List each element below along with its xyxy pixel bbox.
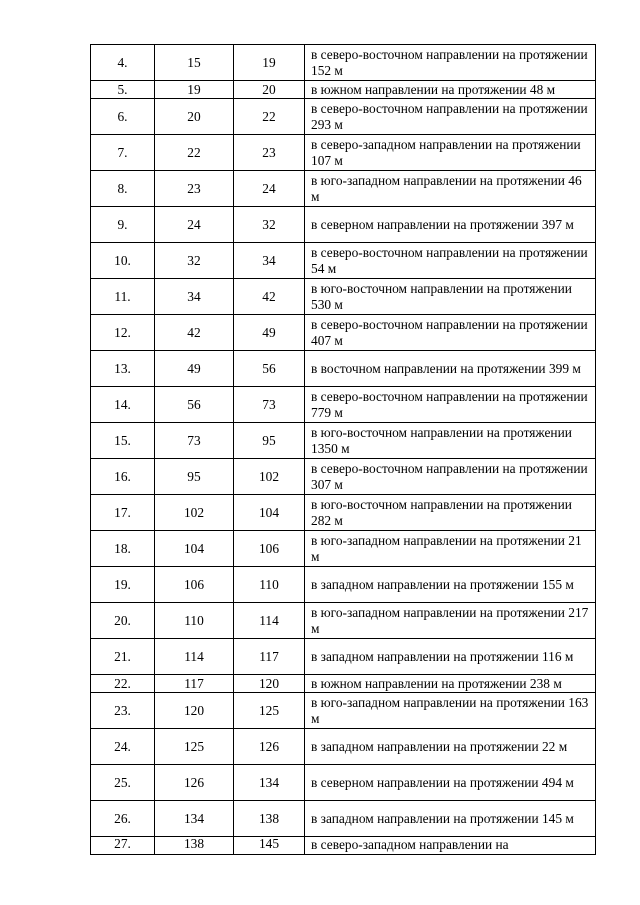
point-to: 73: [234, 387, 305, 423]
point-to: 34: [234, 243, 305, 279]
row-number: 21.: [91, 639, 155, 675]
direction-description: в южном направлении на протяжении 238 м: [305, 675, 596, 693]
point-from: 24: [155, 207, 234, 243]
point-from: 104: [155, 531, 234, 567]
point-from: 95: [155, 459, 234, 495]
table-row: [91, 279, 596, 315]
point-from: 23: [155, 171, 234, 207]
direction-description: в западном направлении на протяжении 116 м: [305, 639, 596, 675]
point-to: 23: [234, 135, 305, 171]
direction-description: в южном направлении на протяжении 48 м: [305, 81, 596, 99]
point-from: 138: [155, 837, 234, 855]
direction-description: в юго-восточном направлении на протяжении 530 м: [305, 279, 596, 315]
point-from: 126: [155, 765, 234, 801]
point-to: 117: [234, 639, 305, 675]
point-to: 114: [234, 603, 305, 639]
table-row: [91, 351, 596, 387]
row-number: 13.: [91, 351, 155, 387]
point-to: 20: [234, 81, 305, 99]
table-row: [91, 135, 596, 171]
row-number: 6.: [91, 99, 155, 135]
point-from: 34: [155, 279, 234, 315]
point-to: 19: [234, 45, 305, 81]
point-to: 104: [234, 495, 305, 531]
direction-description: в северо-восточном направлении на протяжении 407 м: [305, 315, 596, 351]
row-number: 20.: [91, 603, 155, 639]
row-number: 10.: [91, 243, 155, 279]
row-number: 26.: [91, 801, 155, 837]
point-to: 95: [234, 423, 305, 459]
table-row: [91, 243, 596, 279]
direction-description: в северо-восточном направлении на протяжении 293 м: [305, 99, 596, 135]
table-row: [91, 729, 596, 765]
direction-description: в юго-восточном направлении на протяжении 1350 м: [305, 423, 596, 459]
row-number: 15.: [91, 423, 155, 459]
row-number: 5.: [91, 81, 155, 99]
direction-description: в западном направлении на протяжении 22 м: [305, 729, 596, 765]
point-to: 106: [234, 531, 305, 567]
point-to: 24: [234, 171, 305, 207]
direction-description: в северо-восточном направлении на протяжении 152 м: [305, 45, 596, 81]
point-from: 73: [155, 423, 234, 459]
row-number: 16.: [91, 459, 155, 495]
direction-description: в юго-западном направлении на протяжении 46 м: [305, 171, 596, 207]
point-from: 56: [155, 387, 234, 423]
table-row: [91, 837, 596, 855]
point-from: 15: [155, 45, 234, 81]
table-row: [91, 693, 596, 729]
row-number: 27.: [91, 837, 155, 855]
direction-description: в западном направлении на протяжении 155 м: [305, 567, 596, 603]
point-to: 22: [234, 99, 305, 135]
direction-description: в северо-восточном направлении на протяжении 307 м: [305, 459, 596, 495]
table-row: [91, 387, 596, 423]
direction-description: в северо-западном направлении на: [305, 837, 596, 855]
table-row: [91, 495, 596, 531]
table-row: [91, 639, 596, 675]
point-to: 49: [234, 315, 305, 351]
point-from: 22: [155, 135, 234, 171]
point-from: 19: [155, 81, 234, 99]
direction-description: в восточном направлении на протяжении 399 м: [305, 351, 596, 387]
table-row: [91, 99, 596, 135]
row-number: 14.: [91, 387, 155, 423]
row-number: 25.: [91, 765, 155, 801]
direction-description: в северо-восточном направлении на протяжении 54 м: [305, 243, 596, 279]
row-number: 4.: [91, 45, 155, 81]
direction-description: в юго-западном направлении на протяжении 21 м: [305, 531, 596, 567]
row-number: 11.: [91, 279, 155, 315]
row-number: 23.: [91, 693, 155, 729]
row-number: 7.: [91, 135, 155, 171]
route-table-body: [91, 45, 596, 855]
point-from: 110: [155, 603, 234, 639]
table-row: [91, 423, 596, 459]
table-row: [91, 567, 596, 603]
point-to: 138: [234, 801, 305, 837]
row-number: 19.: [91, 567, 155, 603]
point-to: 42: [234, 279, 305, 315]
point-from: 102: [155, 495, 234, 531]
point-from: 49: [155, 351, 234, 387]
route-table: [90, 44, 596, 855]
table-row: [91, 81, 596, 99]
point-to: 134: [234, 765, 305, 801]
direction-description: в юго-восточном направлении на протяжении 282 м: [305, 495, 596, 531]
point-from: 42: [155, 315, 234, 351]
row-number: 17.: [91, 495, 155, 531]
point-from: 134: [155, 801, 234, 837]
point-to: 125: [234, 693, 305, 729]
point-to: 102: [234, 459, 305, 495]
table-row: [91, 765, 596, 801]
point-from: 32: [155, 243, 234, 279]
point-from: 106: [155, 567, 234, 603]
row-number: 8.: [91, 171, 155, 207]
row-number: 12.: [91, 315, 155, 351]
point-to: 126: [234, 729, 305, 765]
direction-description: в юго-западном направлении на протяжении 163 м: [305, 693, 596, 729]
point-to: 32: [234, 207, 305, 243]
direction-description: в северо-восточном направлении на протяжении 779 м: [305, 387, 596, 423]
point-to: 110: [234, 567, 305, 603]
table-row: [91, 45, 596, 81]
table-row: [91, 459, 596, 495]
row-number: 22.: [91, 675, 155, 693]
point-to: 56: [234, 351, 305, 387]
point-from: 20: [155, 99, 234, 135]
table-row: [91, 207, 596, 243]
row-number: 18.: [91, 531, 155, 567]
point-to: 145: [234, 837, 305, 855]
point-from: 117: [155, 675, 234, 693]
direction-description: в северо-западном направлении на протяжении 107 м: [305, 135, 596, 171]
row-number: 9.: [91, 207, 155, 243]
direction-description: в северном направлении на протяжении 494 м: [305, 765, 596, 801]
table-row: [91, 531, 596, 567]
direction-description: в юго-западном направлении на протяжении 217 м: [305, 603, 596, 639]
point-from: 125: [155, 729, 234, 765]
point-from: 114: [155, 639, 234, 675]
row-number: 24.: [91, 729, 155, 765]
point-from: 120: [155, 693, 234, 729]
table-row: [91, 315, 596, 351]
table-row: [91, 603, 596, 639]
table-row: [91, 801, 596, 837]
table-row: [91, 675, 596, 693]
direction-description: в западном направлении на протяжении 145 м: [305, 801, 596, 837]
point-to: 120: [234, 675, 305, 693]
direction-description: в северном направлении на протяжении 397 м: [305, 207, 596, 243]
table-row: [91, 171, 596, 207]
